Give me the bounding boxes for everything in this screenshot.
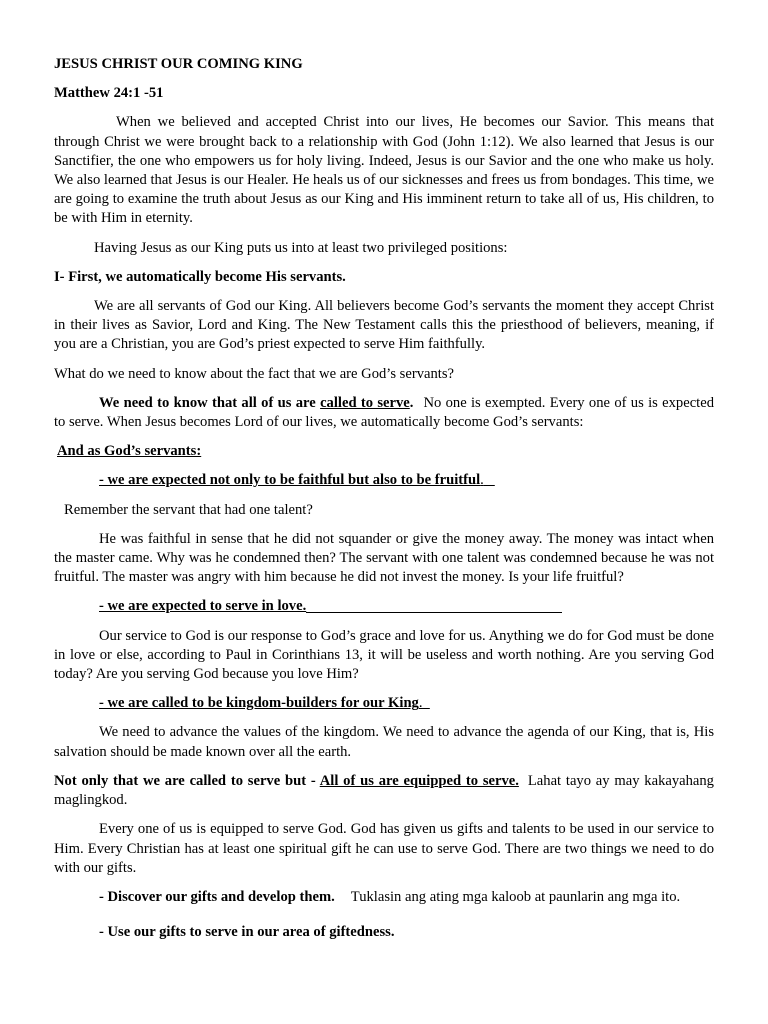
sub-point-fruitful-body: He was faithful in sense that he did not squander or give the money away. The money was intact when the master came. Why was he condemned then? The servant with one talent was condemned because he was not fruitful. The master was angry with him because he did not invest the money. Is your life fruitful? [54,530,714,586]
equipped-body: Every one of us is equipped to serve God. God has given us gifts and talents to be used in our service to Him. Every Christian has at least one spiritual gift he can use to serve God. There are two things we need to do with our gifts. [54,821,714,876]
called-to-serve-paragraph [54,394,714,432]
equipped-emphasis: All of us are equipped to serve. [319,772,519,789]
sub-point-kingdom-heading: - we are called to be kingdom-builders for our King. [99,695,423,712]
sub-point-love-body: Our service to God is our response to God’s grace and love for us. Anything we do for God must be done in love or else, according to Paul in Corinthians 13, it will be useless and worth nothing. Are you serving God today? Are you serving God because you love Him? [54,627,714,683]
sub-point-kingdom-body: We need to advance the values of the kingdom. We need to advance the agenda of our King, that is, His salvation should be made known over all the earth. [54,724,714,760]
servants-question: What do we need to know about the fact that we are God’s servants? [54,365,454,382]
talent-reminder: Remember the servant that had one talent? [64,501,313,518]
point-one-heading: I- First, we automatically become His servants. [54,268,346,285]
called-to-serve-emphasis: called to serve [320,394,410,411]
equipped-tagalog: Lahat tayo ay may kakayahang maglingkod. [54,772,714,809]
document-title: JESUS CHRIST OUR COMING KING [54,56,303,72]
point-one-body: We are all servants of God our King. All believers become God’s servants the moment they accept Christ in their lives as Savior, Lord and King. The New Testament calls this the priesthood of believers, meaning, if you are a Christian, you are God’s priest expected to serve Him faithfully. [54,298,714,353]
called-lead: We need to know that all of us are [99,394,321,411]
gift-discover-item: - Discover our gifts and develop them. Tuklasin ang ating mga kaloob at paunlarin ang mga ito. [99,888,681,905]
gift-use-item: - Use our gifts to serve in our area of giftedness. [99,924,395,941]
called-rest: No one is exempted. Every one of us is expected to serve. When Jesus becomes Lord of our lives, we automatically become God’s servants: [54,394,715,431]
intro-paragraph: When we believed and accepted Christ into our lives, He becomes our Savior. This means that through Christ we were brought back to a relationship with God (John 1:12). We also learned that Jesus is our Sanctifier, the one who empowers us for holy living. Indeed, Jesus is our Savior and the one who make us holy. We also learned that Jesus is our Healer. He heals us of our sicknesses and frees us from bondages. This time, we are going to examine the truth about Jesus as our King and His imminent return to take all of us, His children, to be with Him in eternity. [54,114,714,227]
as-gods-servants-heading: And as God’s servants: [57,443,202,460]
equipped-paragraph: Not only that we are called to serve but - All of us are equipped to serve. Lahat tayo ay may kakayahang maglingkod. [54,772,714,809]
scripture-reference: Matthew 24:1 -51 [54,85,164,102]
sub-point-love-heading: - we are expected to serve in love. [54,597,714,616]
positions-intro: Having Jesus as our King puts us into at least two privileged positions: [94,239,508,256]
called-period: . [409,394,414,411]
sub-point-fruitful-heading: - we are expected not only to be faithful but also to be fruitful. [99,472,484,489]
